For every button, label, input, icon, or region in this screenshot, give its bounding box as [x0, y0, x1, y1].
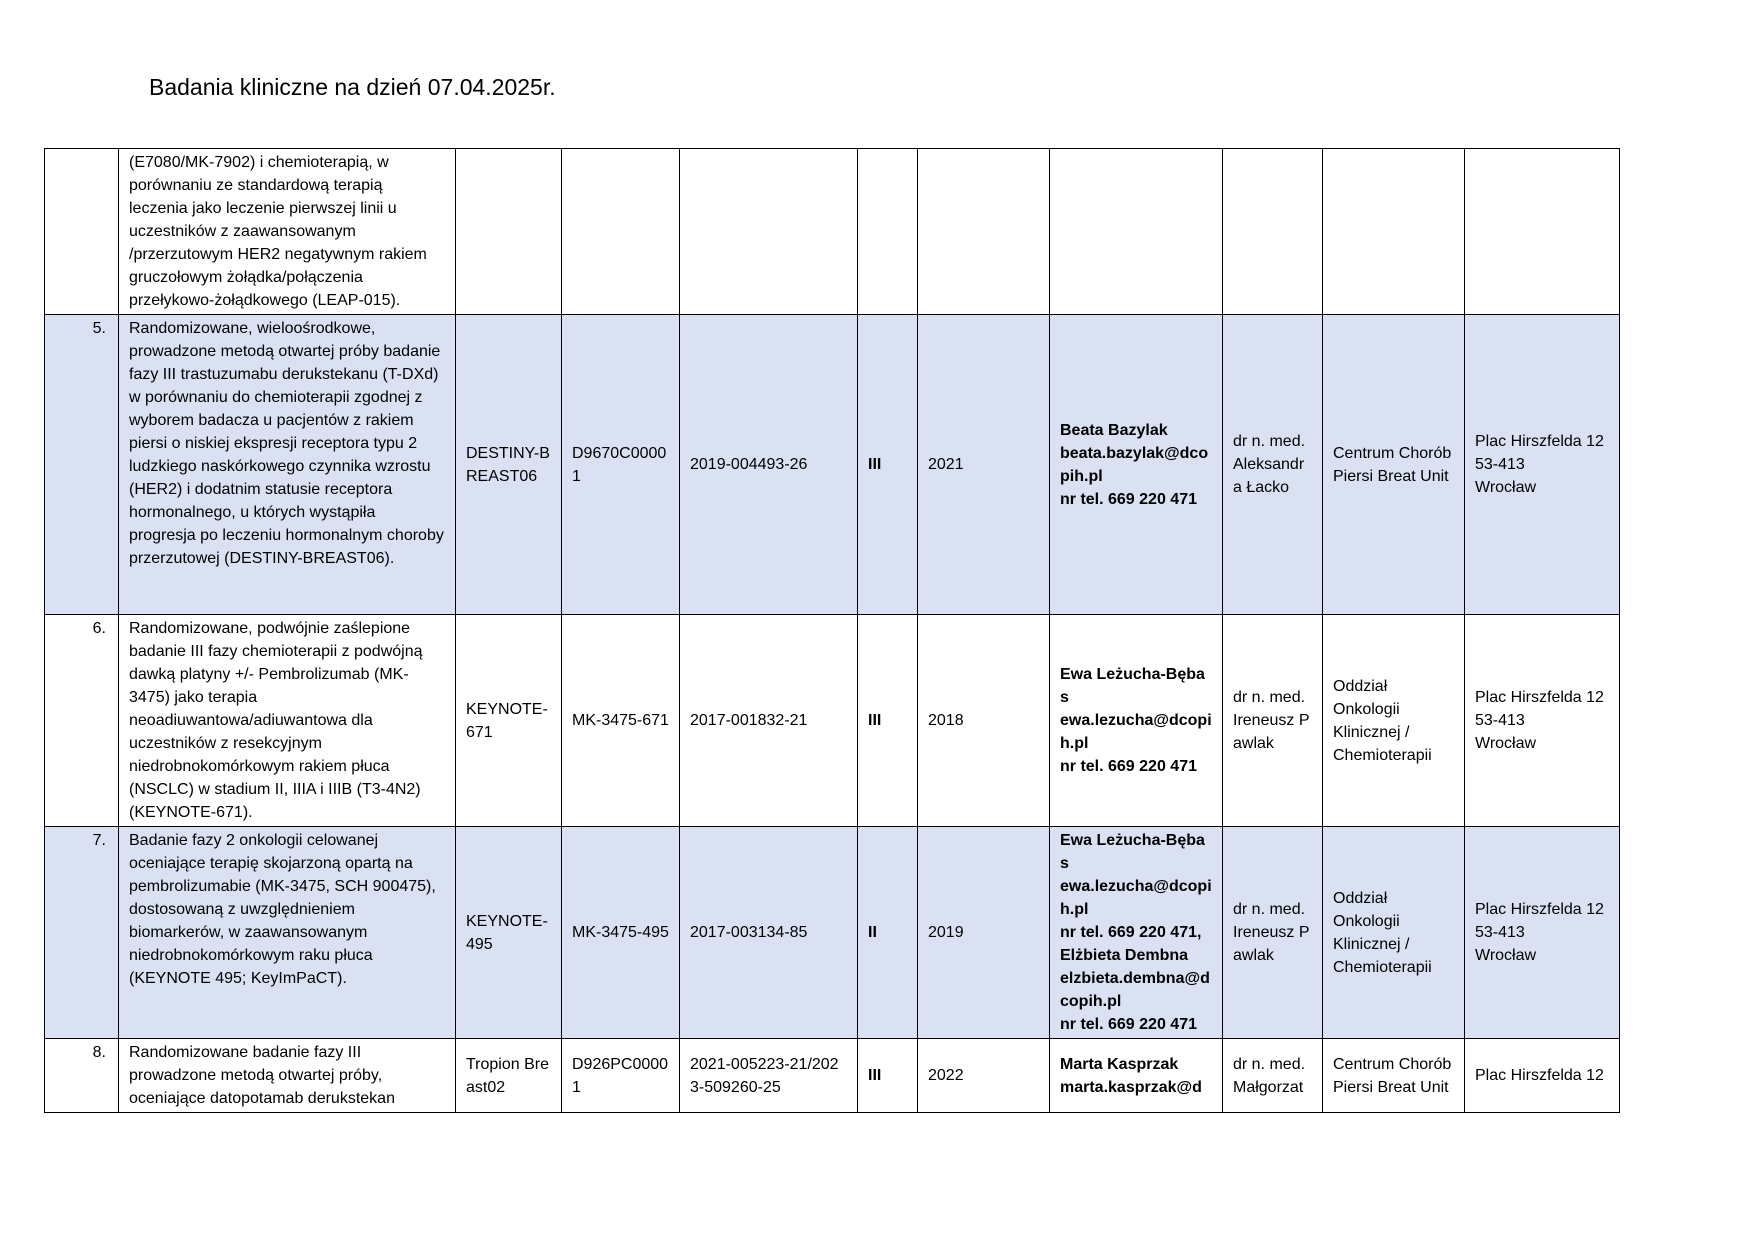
eudract-number: 2017-003134-85: [680, 827, 858, 1039]
row-number: 7.: [45, 827, 119, 1039]
eudract-number: 2017-001832-21: [680, 615, 858, 827]
table-row: [45, 149, 1620, 315]
coordinator-contact: [1050, 827, 1223, 1039]
department: Centrum Chorób Piersi Breat Unit: [1323, 315, 1465, 615]
site-address-line: 53-413: [1475, 712, 1525, 729]
site-address-line: Wrocław: [1475, 479, 1537, 496]
trial-acronym: DESTINY-BREAST06: [456, 315, 562, 615]
department: Oddział Onkologii Klinicznej / Chemioterapii: [1323, 615, 1465, 827]
site-address-line: Plac Hirszfelda 12: [1475, 1067, 1604, 1084]
clinical-trials-table: [44, 148, 1620, 1113]
site-address: [1465, 149, 1620, 315]
trial-acronym: [456, 149, 562, 315]
start-year: 2021: [918, 315, 1050, 615]
site-address-line: Plac Hirszfelda 12: [1475, 901, 1604, 918]
site-address-line: Plac Hirszfelda 12: [1475, 689, 1604, 706]
trial-acronym: KEYNOTE-671: [456, 615, 562, 827]
site-address: [1465, 827, 1620, 1039]
coordinator-contact-line: nr tel. 669 220 471: [1060, 758, 1197, 775]
principal-investigator: dr n. med. Ireneusz Pawlak: [1223, 827, 1323, 1039]
coordinator-contact: [1050, 615, 1223, 827]
coordinator-contact-line: Ewa Leżucha-Bębas: [1060, 832, 1205, 872]
coordinator-contact: [1050, 149, 1223, 315]
coordinator-contact-line: nr tel. 669 220 471: [1060, 490, 1197, 508]
coordinator-contact-line: nr tel. 669 220 471,: [1060, 924, 1202, 941]
start-year: 2019: [918, 827, 1050, 1039]
principal-investigator: [1223, 149, 1323, 315]
trial-title: Randomizowane, wieloośrodkowe, prowadzone metodą otwartej próby badanie fazy III trastuzumabu derukstekanu (T-DXd) w porównaniu do chemioterapii zgodnej z wyborem badacza u pacjentów z rakiem piersi o niskiej ekspresji receptora typu 2 ludzkiego naskórkowego czynnika wzrostu (HER2) i dodatnim statusie receptora hormonalnego, u których wystąpiła progresja po leczeniu hormonalnym choroby przerzutowej (DESTINY-BREAST06).: [119, 315, 456, 615]
row-number: 5.: [45, 315, 119, 615]
protocol-number: MK-3475-495: [562, 827, 680, 1039]
page-title: Badania kliniczne na dzień 07.04.2025r.: [149, 74, 556, 100]
coordinator-contact-line: ewa.lezucha@dcopih.pl: [1060, 878, 1212, 918]
site-address-line: 53-413: [1475, 924, 1525, 941]
site-address: [1465, 1039, 1620, 1113]
start-year: 2022: [918, 1039, 1050, 1113]
trial-acronym: Tropion Breast02: [456, 1039, 562, 1113]
trial-phase: III: [858, 1039, 918, 1113]
protocol-number: D926PC00001: [562, 1039, 680, 1113]
trial-title: Randomizowane, podwójnie zaślepione badanie III fazy chemioterapii z podwójną dawką platyny +/- Pembrolizumab (MK-3475) jako terapia neoadiuwantowa/adiuwantowa dla uczestników z resekcyjnym niedrobnokomórkowym rakiem płuca (NSCLC) w stadium II, IIIA i IIIB (T3-4N2) (KEYNOTE-671).: [119, 615, 456, 827]
row-number: 6.: [45, 615, 119, 827]
site-address: [1465, 315, 1620, 615]
coordinator-contact-line: Elżbieta Dembna: [1060, 947, 1189, 964]
site-address-line: Wrocław: [1475, 947, 1537, 964]
trial-phase: [858, 149, 918, 315]
department: Oddział Onkologii Klinicznej / Chemioterapii: [1323, 827, 1465, 1039]
trial-title: Randomizowane badanie fazy III prowadzone metodą otwartej próby, oceniające datopotamab derukstekan: [119, 1039, 456, 1113]
start-year: 2018: [918, 615, 1050, 827]
principal-investigator: dr n. med. Ireneusz Pawlak: [1223, 615, 1323, 827]
site-address-line: 53-413: [1475, 456, 1525, 473]
department: Centrum Chorób Piersi Breat Unit: [1323, 1039, 1465, 1113]
coordinator-contact-line: nr tel. 669 220 471: [1060, 1016, 1197, 1033]
row-number: [45, 149, 119, 315]
coordinator-contact: [1050, 315, 1223, 615]
protocol-number: MK-3475-671: [562, 615, 680, 827]
coordinator-contact: [1050, 1039, 1223, 1113]
principal-investigator: dr n. med. Małgorzat: [1223, 1039, 1323, 1113]
coordinator-contact-line: ewa.lezucha@dcopih.pl: [1060, 712, 1212, 752]
trial-phase: III: [858, 615, 918, 827]
trial-title: Badanie fazy 2 onkologii celowanej oceniające terapię skojarzoną opartą na pembrolizumabie (MK-3475, SCH 900475), dostosowaną z uwzględnieniem biomarkerów, w zaawansowanym niedrobnokomórkowym raku płuca (KEYNOTE 495; KeyImPaCT).: [119, 827, 456, 1039]
trial-title: (E7080/MK-7902) i chemioterapią, w porównaniu ze standardową terapią leczenia jako leczenie pierwszej linii u uczestników z zaawansowanym /przerzutowym HER2 negatywnym rakiem gruczołowym żołądka/połączenia przełykowo-żołądkowego (LEAP-015).: [119, 149, 456, 315]
coordinator-contact-line: marta.kasprzak@d: [1060, 1078, 1202, 1096]
protocol-number: [562, 149, 680, 315]
coordinator-contact-line: Ewa Leżucha-Bębas: [1060, 666, 1205, 706]
table-row: [45, 827, 1620, 1039]
trial-phase: III: [858, 315, 918, 615]
table-row: [45, 1039, 1620, 1113]
department: [1323, 149, 1465, 315]
coordinator-contact-line: elzbieta.dembna@dcopih.pl: [1060, 970, 1210, 1010]
row-number: 8.: [45, 1039, 119, 1113]
site-address-line: Wrocław: [1475, 735, 1537, 752]
protocol-number: D9670C00001: [562, 315, 680, 615]
site-address: [1465, 615, 1620, 827]
coordinator-contact-line: beata.bazylak@dcopih.pl: [1060, 444, 1209, 485]
coordinator-contact-line: Beata Bazylak: [1060, 421, 1168, 439]
eudract-number: 2019-004493-26: [680, 315, 858, 615]
principal-investigator: dr n. med. Aleksandra Łacko: [1223, 315, 1323, 615]
start-year: [918, 149, 1050, 315]
eudract-number: 2021-005223-21/2023-509260-25: [680, 1039, 858, 1113]
coordinator-contact-line: Marta Kasprzak: [1060, 1055, 1179, 1073]
eudract-number: [680, 149, 858, 315]
table-row: [45, 615, 1620, 827]
table-row: [45, 315, 1620, 615]
trial-phase: II: [858, 827, 918, 1039]
trial-acronym: KEYNOTE-495: [456, 827, 562, 1039]
site-address-line: Plac Hirszfelda 12: [1475, 433, 1604, 450]
